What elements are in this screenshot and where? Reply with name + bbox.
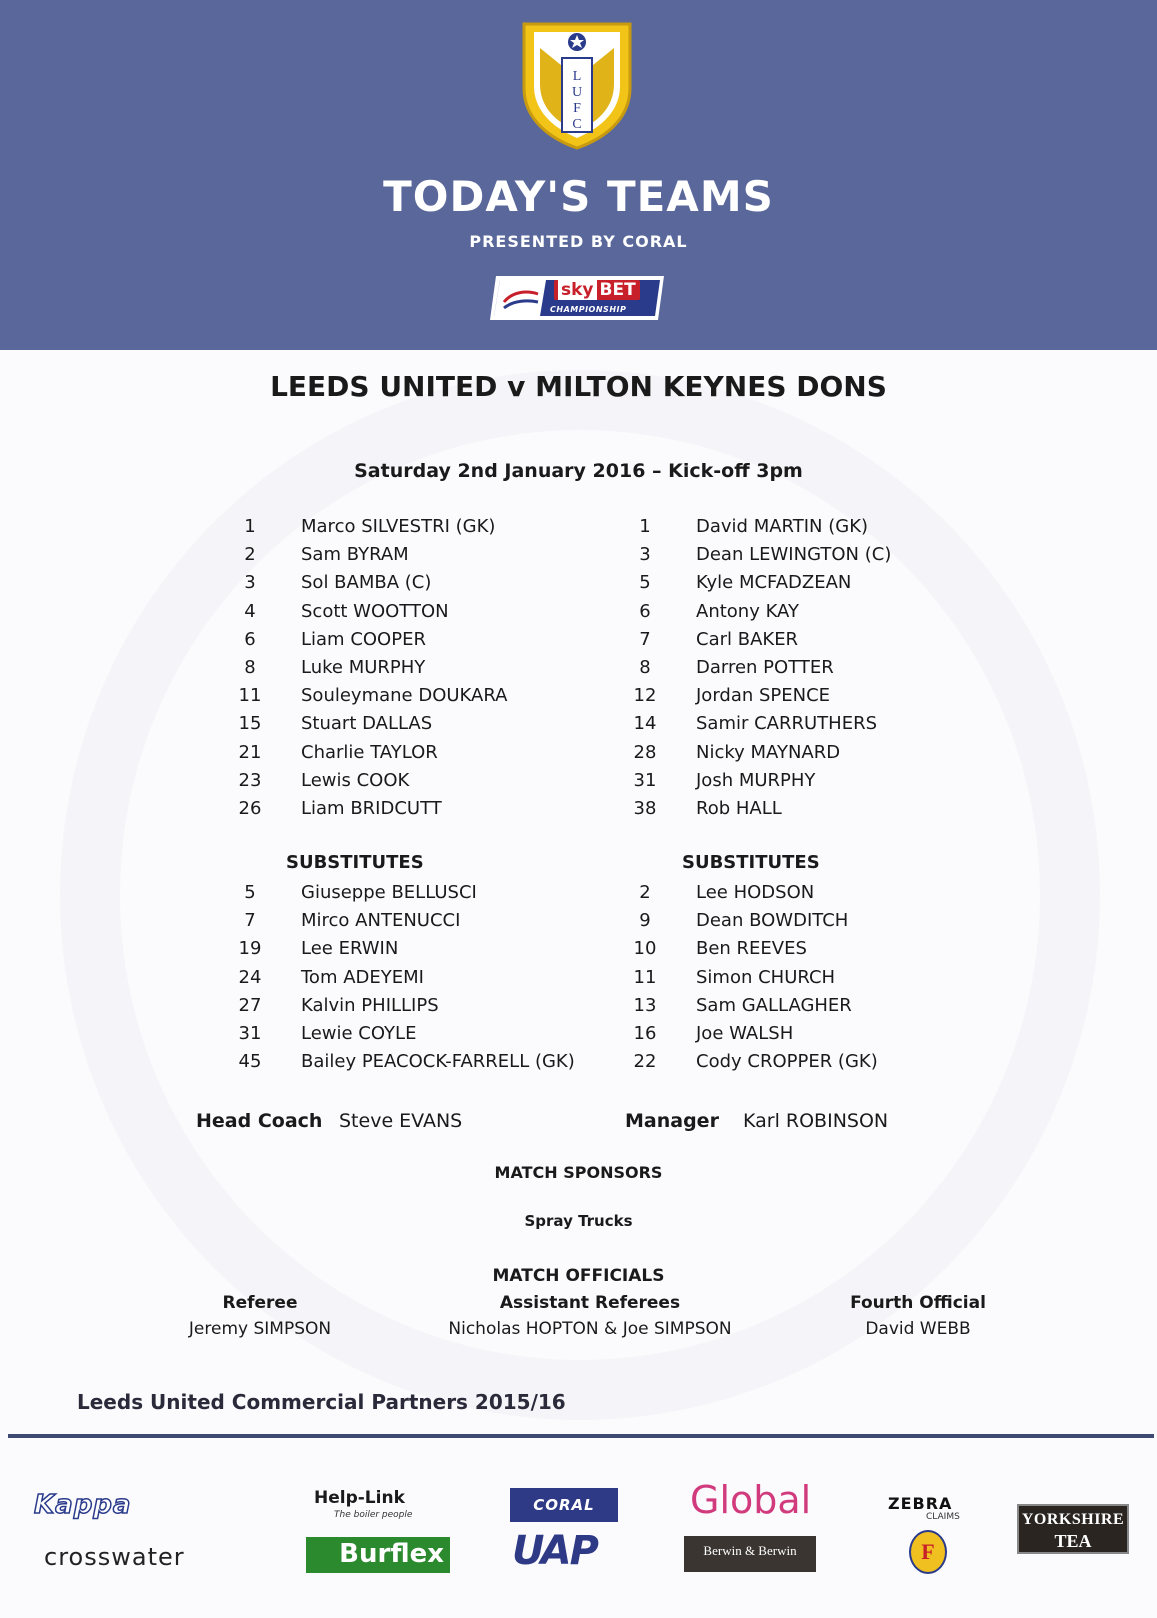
player-name: Samir CARRUTHERS xyxy=(696,713,878,735)
player-number: 1 xyxy=(244,516,256,537)
player-row xyxy=(620,992,878,1020)
fosters-logo: F xyxy=(909,1530,947,1574)
player-row xyxy=(620,541,891,569)
header-banner xyxy=(0,0,1157,350)
player-name: Luke MURPHY xyxy=(301,656,426,678)
player-name: Nicky MAYNARD xyxy=(696,741,841,763)
home-subs-list xyxy=(225,879,575,1076)
skybet-wordmark: sky BET xyxy=(554,280,640,300)
fourth-official-block xyxy=(818,1290,1018,1342)
helplink-logo: Help-Link xyxy=(314,1488,405,1508)
assistants-names: Nicholas HOPTON & Joe SIMPSON xyxy=(448,1319,732,1339)
fourth-official-name: David WEBB xyxy=(865,1319,971,1339)
away-manager-label: Manager xyxy=(625,1110,719,1132)
player-row xyxy=(225,569,507,597)
player-name: Kyle MCFADZEAN xyxy=(696,572,852,594)
match-officials-heading: MATCH OFFICIALS xyxy=(492,1266,665,1286)
player-row xyxy=(225,598,507,626)
player-number: 15 xyxy=(238,713,262,735)
player-name: Liam COOPER xyxy=(301,628,426,650)
player-row xyxy=(620,935,878,963)
svg-text:F: F xyxy=(573,101,581,116)
player-row xyxy=(225,513,507,541)
player-number: 16 xyxy=(633,1022,657,1044)
player-name: Dean BOWDITCH xyxy=(696,910,849,932)
player-name: Carl BAKER xyxy=(696,628,799,650)
player-row xyxy=(620,739,891,767)
global-logo: Global xyxy=(690,1478,812,1522)
player-name: Rob HALL xyxy=(696,797,782,819)
svg-text:C: C xyxy=(572,117,582,132)
player-row xyxy=(225,992,575,1020)
player-number: 8 xyxy=(639,656,651,678)
player-name: Mirco ANTENUCCI xyxy=(301,910,461,932)
zebra-claims-sub: CLAIMS xyxy=(926,1512,960,1522)
player-number: 23 xyxy=(238,769,262,791)
player-name: Lee ERWIN xyxy=(301,938,399,960)
player-name: Tom ADEYEMI xyxy=(301,966,424,988)
home-coach-label: Head Coach xyxy=(196,1110,323,1132)
home-coach-name: Steve EVANS xyxy=(339,1110,463,1132)
assistants-role: Assistant Referees xyxy=(499,1293,681,1313)
referee-block xyxy=(150,1290,370,1342)
burflex-logo: Burflex xyxy=(306,1537,450,1573)
player-row xyxy=(620,1048,878,1076)
player-number: 7 xyxy=(639,628,651,650)
kappa-logo: Kappa xyxy=(34,1490,132,1520)
player-row xyxy=(225,935,575,963)
player-name: David MARTIN (GK) xyxy=(696,516,869,537)
away-subs-heading: SUBSTITUTES xyxy=(682,852,820,873)
player-name: Souleymane DOUKARA xyxy=(301,685,508,707)
player-name: Kalvin PHILLIPS xyxy=(301,994,439,1016)
player-number: 6 xyxy=(639,600,651,622)
player-number: 3 xyxy=(244,572,256,594)
svg-text:U: U xyxy=(571,85,583,100)
player-number: 21 xyxy=(238,741,262,763)
player-name: Antony KAY xyxy=(696,600,799,622)
player-number: 4 xyxy=(244,600,256,622)
player-name: Sam GALLAGHER xyxy=(696,994,852,1016)
player-row xyxy=(225,626,507,654)
player-number: 9 xyxy=(639,910,651,932)
away-subs-list xyxy=(620,879,878,1076)
away-starting-list xyxy=(620,513,891,823)
player-row xyxy=(225,1020,575,1048)
player-row xyxy=(620,964,878,992)
player-number: 26 xyxy=(238,797,262,819)
player-row xyxy=(225,682,507,710)
player-number: 12 xyxy=(633,685,657,707)
fourth-official-role: Fourth Official xyxy=(850,1293,986,1313)
player-name: Bailey PEACOCK-FARRELL (GK) xyxy=(301,1051,575,1073)
player-row xyxy=(620,907,878,935)
svg-text:L: L xyxy=(572,69,582,84)
player-number: 1 xyxy=(639,516,651,537)
home-starting-list xyxy=(225,513,507,823)
player-number: 11 xyxy=(238,685,262,707)
player-row xyxy=(225,710,507,738)
player-row xyxy=(620,710,891,738)
championship-label: CHAMPIONSHIP xyxy=(550,305,627,314)
player-name: Simon CHURCH xyxy=(696,966,836,988)
player-number: 14 xyxy=(633,713,657,735)
player-name: Marco SILVESTRI (GK) xyxy=(301,516,496,537)
player-row xyxy=(620,598,891,626)
match-sponsors-heading: MATCH SPONSORS xyxy=(494,1163,663,1182)
player-name: Sam BYRAM xyxy=(301,544,409,566)
player-row xyxy=(620,879,878,907)
match-title: LEEDS UNITED v MILTON KEYNES DONS xyxy=(270,370,887,403)
yorkshire-tea-logo: YORKSHIRE TEA xyxy=(1017,1504,1129,1554)
player-number: 45 xyxy=(238,1051,262,1073)
player-name: Dean LEWINGTON (C) xyxy=(696,544,892,566)
player-number: 3 xyxy=(639,544,651,566)
match-date: Saturday 2nd January 2016 – Kick-off 3pm xyxy=(354,460,803,482)
referee-name: Jeremy SIMPSON xyxy=(188,1319,332,1339)
player-number: 10 xyxy=(633,938,657,960)
player-number: 22 xyxy=(633,1051,657,1073)
player-row xyxy=(620,1020,878,1048)
background-watermark xyxy=(60,370,1100,1420)
player-number: 13 xyxy=(633,994,657,1016)
away-manager-name: Karl ROBINSON xyxy=(743,1110,889,1132)
player-row xyxy=(620,654,891,682)
player-number: 6 xyxy=(244,628,256,650)
player-name: Joe WALSH xyxy=(696,1022,794,1044)
zebra-claims-logo: ZEBRA xyxy=(888,1494,953,1513)
player-number: 2 xyxy=(244,544,256,566)
partners-heading: Leeds United Commercial Partners 2015/16 xyxy=(77,1390,566,1414)
assistant-referees-block xyxy=(420,1290,760,1342)
player-number: 8 xyxy=(244,656,256,678)
player-name: Charlie TAYLOR xyxy=(301,741,438,763)
player-row xyxy=(620,513,891,541)
player-number: 38 xyxy=(633,797,657,819)
player-number: 28 xyxy=(633,741,657,763)
berwin-logo: Berwin & Berwin xyxy=(684,1536,816,1572)
uap-logo: UAP xyxy=(512,1528,597,1574)
home-subs-heading: SUBSTITUTES xyxy=(286,852,424,873)
player-name: Lee HODSON xyxy=(696,882,815,903)
partners-divider xyxy=(8,1434,1154,1438)
player-number: 31 xyxy=(238,1022,262,1044)
player-row xyxy=(620,795,891,823)
player-name: Liam BRIDCUTT xyxy=(301,797,442,819)
player-number: 27 xyxy=(238,994,262,1016)
player-row xyxy=(225,795,507,823)
player-number: 7 xyxy=(244,910,256,932)
player-row xyxy=(225,739,507,767)
player-row xyxy=(225,541,507,569)
match-sponsor-name: Spray Trucks xyxy=(524,1212,633,1230)
player-row xyxy=(225,654,507,682)
player-row xyxy=(225,907,575,935)
player-row xyxy=(225,1048,575,1076)
player-name: Sol BAMBA (C) xyxy=(301,572,432,594)
club-crest-icon xyxy=(518,18,636,150)
player-row xyxy=(620,569,891,597)
presented-by: PRESENTED BY CORAL xyxy=(469,232,688,251)
player-number: 31 xyxy=(633,769,657,791)
player-row xyxy=(225,767,507,795)
player-number: 24 xyxy=(238,966,262,988)
player-number: 2 xyxy=(639,882,651,903)
player-name: Darren POTTER xyxy=(696,656,834,678)
player-name: Jordan SPENCE xyxy=(696,685,831,707)
player-row xyxy=(225,879,575,907)
helplink-tagline: The boiler people xyxy=(334,1510,413,1520)
player-row xyxy=(620,767,891,795)
crosswater-logo: crosswater xyxy=(44,1543,185,1571)
player-number: 11 xyxy=(633,966,657,988)
player-number: 19 xyxy=(238,938,262,960)
player-name: Stuart DALLAS xyxy=(301,713,433,735)
player-name: Lewie COYLE xyxy=(301,1022,417,1044)
skybet-championship-logo xyxy=(488,272,668,324)
coral-logo: CORAL xyxy=(510,1488,618,1522)
player-number: 5 xyxy=(244,882,256,903)
player-name: Josh MURPHY xyxy=(696,769,816,791)
player-name: Cody CROPPER (GK) xyxy=(696,1051,878,1073)
player-row xyxy=(620,682,891,710)
player-name: Ben REEVES xyxy=(696,938,807,960)
player-name: Giuseppe BELLUSCI xyxy=(301,882,477,903)
player-row xyxy=(225,964,575,992)
page-title: TODAY'S TEAMS xyxy=(383,172,774,221)
player-row xyxy=(620,626,891,654)
player-name: Lewis COOK xyxy=(301,769,410,791)
player-name: Scott WOOTTON xyxy=(301,600,449,622)
player-number: 5 xyxy=(639,572,651,594)
referee-role: Referee xyxy=(222,1293,298,1313)
